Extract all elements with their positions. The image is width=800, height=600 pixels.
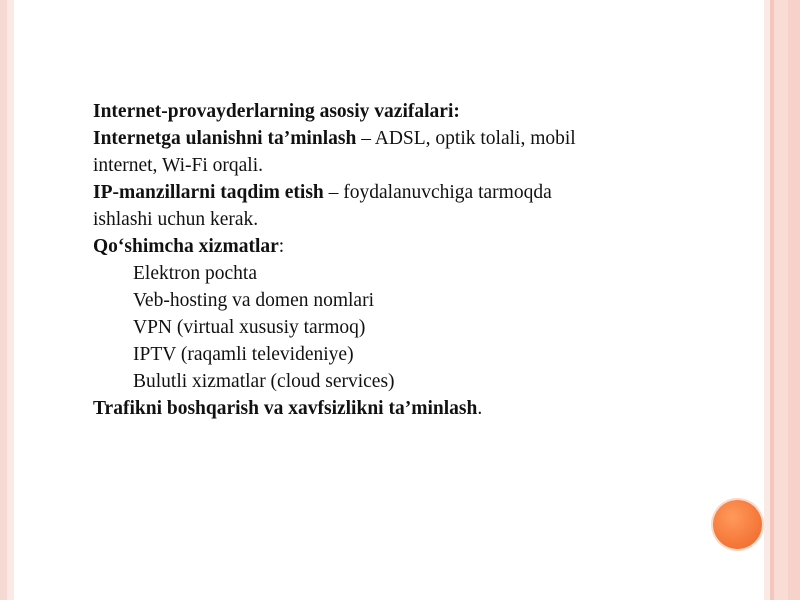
left-decorative-stripe [0, 0, 14, 600]
service-item: IPTV (raqamli televideniye) [133, 344, 354, 365]
item-ip-desc: – foydalanuvchiga tarmoqda [323, 182, 552, 203]
item-ip-title: IP-manzillarni taqdim etish [93, 182, 324, 203]
service-item: Veb-hosting va domen nomlari [133, 290, 374, 311]
item-connection-line2: internet, Wi-Fi orqali. [93, 155, 263, 176]
item-traffic-period: . [477, 398, 483, 419]
item-connection-title: Internetga ulanishni ta’minlash [93, 128, 357, 149]
orange-circle-icon [713, 500, 762, 549]
item-services-colon: : [278, 236, 285, 257]
item-services-title: Qo‘shimcha xizmatlar [93, 236, 279, 257]
item-services-heading [93, 233, 733, 260]
right-decorative-stripe [764, 0, 800, 600]
heading-text: Internet-provayderlarning asosiy vazifalari: [93, 101, 460, 122]
item-connection-desc: – ADSL, optik tolali, mobil [356, 128, 576, 149]
service-item: VPN (virtual xususiy tarmoq) [133, 317, 366, 338]
slide-heading [93, 98, 733, 125]
item-traffic-title: Trafikni boshqarish va xavfsizlikni ta’minlash [93, 398, 478, 419]
item-ip-line2: ishlashi uchun kerak. [93, 209, 259, 230]
item-ip-line1 [93, 179, 733, 206]
item-connection-line1 [93, 125, 733, 152]
item-traffic [93, 395, 733, 422]
slide-body [93, 98, 733, 422]
service-item: Elektron pochta [133, 263, 257, 284]
service-item: Bulutli xizmatlar (cloud services) [133, 371, 395, 392]
